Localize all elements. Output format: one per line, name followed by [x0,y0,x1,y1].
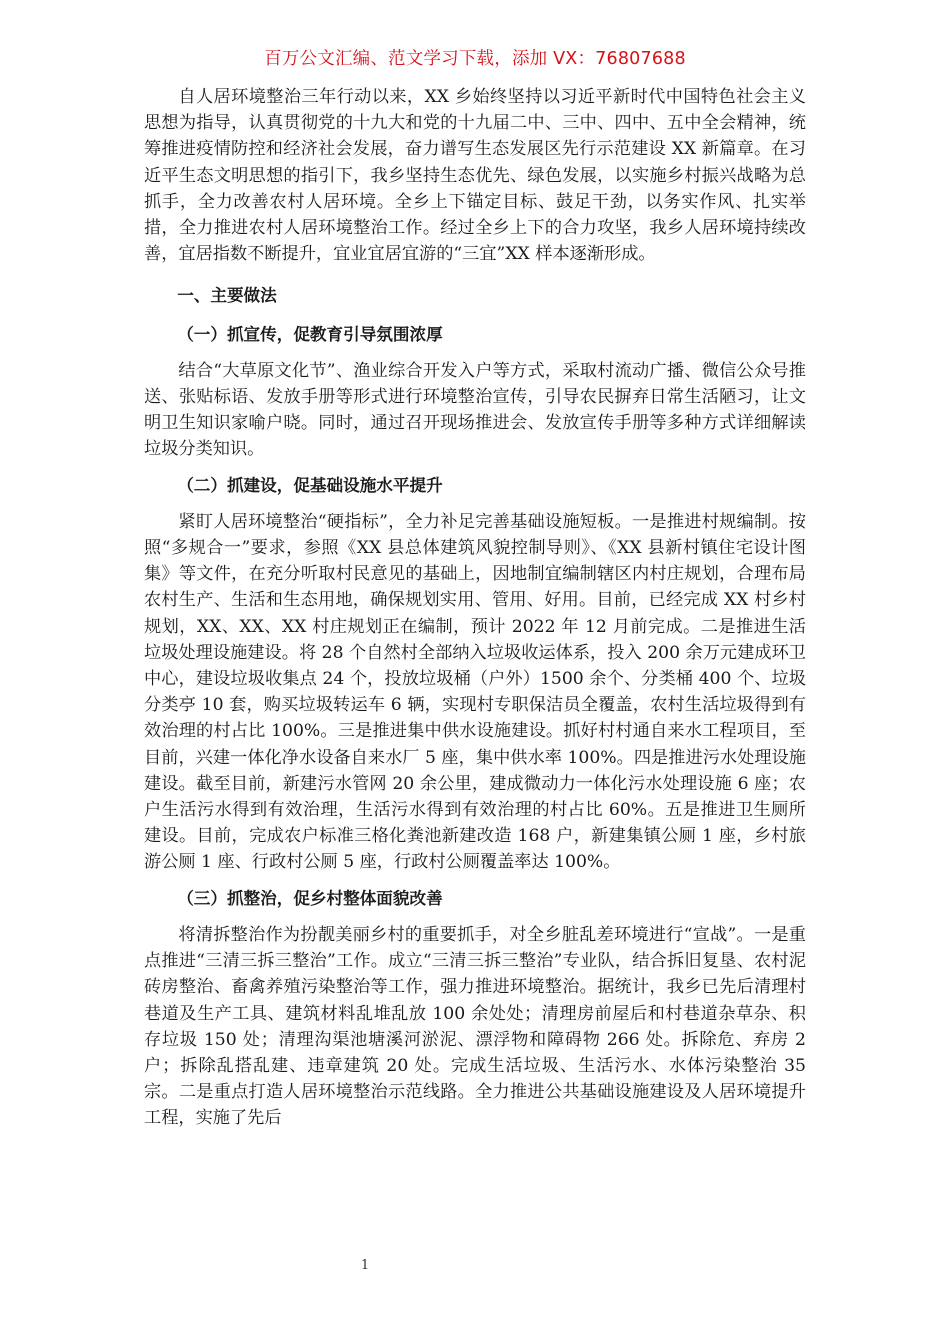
page-number: 1 [360,1258,370,1273]
subsection-heading-rectification: （三）抓整治，促乡村整体面貌改善 [177,888,443,908]
subsection-body-construction: 紧盯人居环境整治“硬指标”，全力补足完善基础设施短板。一是推进村规编制。按照“多规合一”要求，参照《XX 县总体建筑风貌控制导则》、《XX 县新村镇住宅设计图集》等文件，在充分听取村民意见的基础上，因地制宜编制辖区内村庄规划，合理布局农村生产、生活和生态用地，确保规划实用、管用、好用。目前，已经完成 XX 村乡村规划，XX、XX、XX 村庄规划正在编制，预计 2022 年 12 月前完成。二是推进生活垃圾处理设施建设。将 28 个自然村全部纳入垃圾收运体系，投入 200 余万元建成环卫中心，建设垃圾收集点 24 个，投放垃圾桶（户外）1500 余个、分类桶 400 个、垃圾分类亭 10 套，购买垃圾转运车 6 辆，实现村专职保洁员全覆盖，农村生活垃圾得到有效治理的村占比 100%。三是推进集中供水设施建设。抓好村村通自来水工程项目，至目前，兴建一体化净水设备自来水厂 5 座，集中供水率 100%。四是推进污水处理设施建设。截至目前，新建污水管网 20 余公里，建成微动力一体化污水处理设施 6 座；农户生活污水得到有效治理，生活污水得到有效治理的村占比 60%。五是推进卫生厕所建设。目前，完成农户标准三格化粪池新建改造 168 户，新建集镇公厕 1 座，乡村旅游公厕 1 座、行政村公厕 5 座，行政村公厕覆盖率达 100%。 [144,511,806,873]
subsection-body-publicity: 结合“大草原文化节”、渔业综合开发入户等方式，采取村流动广播、微信公众号推送、张贴标语、发放手册等形式进行环境整治宣传，引导农民摒弃日常生活陋习，让文明卫生知识家喻户晓。同时，通过召开现场推进会、发放宣传手册等多种方式详细解读垃圾分类知识。 [144,360,806,460]
section-heading-main-practices: 一、主要做法 [177,286,277,306]
subsection-heading-publicity: （一）抓宣传，促教育引导氛围浓厚 [177,324,443,344]
intro-paragraph: 自人居环境整治三年行动以来，XX 乡始终坚持以习近平新时代中国特色社会主义思想为指导，认真贯彻党的十九大和党的十九届二中、三中、四中、五中全会精神，统筹推进疫情防控和经济社会发展，奋力谱写生态发展区先行示范建设 XX 新篇章。在习近平生态文明思想的指引下，我乡坚持生态优先、绿色发展，以实施乡村振兴战略为总抓手，全力改善农村人居环境。全乡上下锚定目标、鼓足干劲，以务实作风、扎实举措，全力推进农村人居环境整治工作。经过全乡上下的合力攻坚，我乡人居环境持续改善，宜居指数不断提升，宜业宜居宜游的“三宜”XX 样本逐渐形成。 [144,87,806,265]
document-body [144,84,806,1132]
subsection-heading-construction: （二）抓建设，促基础设施水平提升 [177,475,443,495]
subsection-body-rectification: 将清拆整治作为扮靓美丽乡村的重要抓手，对全乡脏乱差环境进行“宣战”。一是重点推进“三清三拆三整治”工作。成立“三清三拆三整治”专业队，结合拆旧复垦、农村泥砖房整治、畜禽养殖污染整治等工作，强力推进环境整治。据统计，我乡已先后清理村巷道及生产工具、建筑材料乱堆乱放 100 余处处；清理房前屋后和村巷道杂草杂、积存垃圾 150 处；清理沟渠池塘溪河淤泥、漂浮物和障碍物 266 处。拆除危、弃房 2 户；拆除乱搭乱建、违章建筑 20 处。完成生活垃圾、生活污水、水体污染整治 35 宗。二是重点打造人居环境整治示范线路。全力推进公共基础设施建设及人居环境提升工程，实施了先后 [144,924,806,1129]
watermark-banner: 百万公文汇编、范文学习下载，添加 VX：76807688 [264,49,686,69]
